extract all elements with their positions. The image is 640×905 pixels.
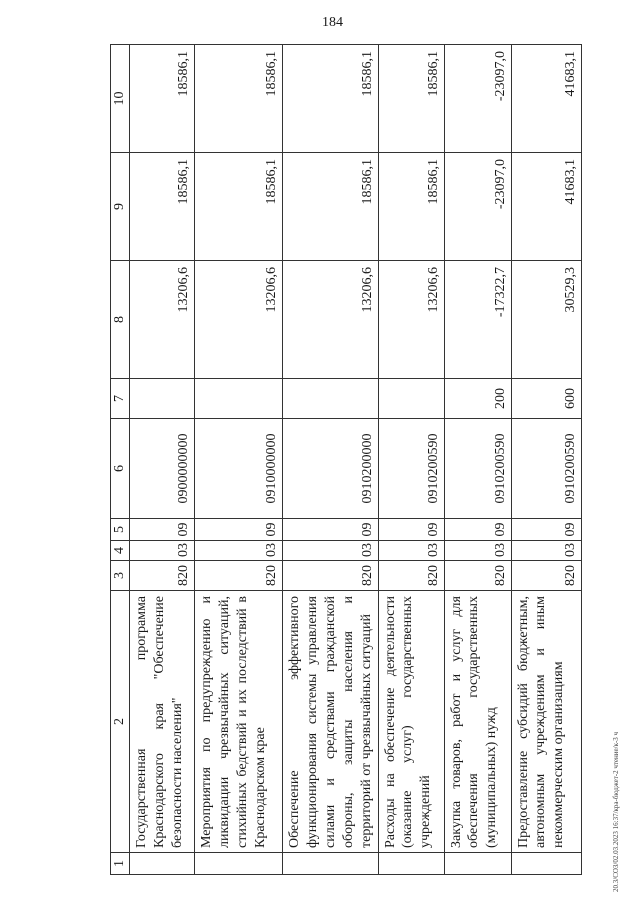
cell-amount: 18586,1 — [378, 153, 444, 261]
column-header: 3 — [111, 561, 130, 591]
table-row — [283, 45, 379, 875]
cell-amount: -23097,0 — [444, 45, 511, 153]
cell-ministry: 820 — [511, 561, 581, 591]
cell-name: Закупка товаров, работ и услуг для обеспечения государственных (муниципальных) нужд — [444, 591, 511, 853]
cell-expense-type — [195, 379, 283, 419]
cell-subsection: 09 — [130, 519, 195, 541]
cell-amount: 18586,1 — [130, 45, 195, 153]
cell-index — [195, 853, 283, 875]
table-row — [511, 45, 581, 875]
cell-amount: 18586,1 — [283, 45, 379, 153]
cell-expense-type — [130, 379, 195, 419]
column-header: 9 — [111, 153, 130, 261]
cell-subsection: 09 — [511, 519, 581, 541]
cell-index — [378, 853, 444, 875]
cell-section: 03 — [378, 541, 444, 561]
cell-name: Государственная программа Краснодарского края "Обеспечение безопасности населения" — [130, 591, 195, 853]
cell-amount: 13206,6 — [283, 261, 379, 379]
budget-table-rotated — [110, 45, 578, 875]
cell-name: Расходы на обеспечение деятельности (оказание услуг) государственных учреждений — [378, 591, 444, 853]
cell-section: 03 — [130, 541, 195, 561]
cell-section: 03 — [444, 541, 511, 561]
column-header: 2 — [111, 591, 130, 853]
cell-expense-type — [283, 379, 379, 419]
cell-amount: -23097,0 — [444, 153, 511, 261]
cell-amount: 30529,3 — [511, 261, 581, 379]
table-row — [378, 45, 444, 875]
cell-name: Предоставление субсидий бюджетным, автономным учреждениям и иным некоммерческим организациям — [511, 591, 581, 853]
cell-target: 0910200590 — [511, 419, 581, 519]
column-header: 5 — [111, 519, 130, 541]
column-header: 4 — [111, 541, 130, 561]
cell-ministry: 820 — [378, 561, 444, 591]
cell-section: 03 — [511, 541, 581, 561]
cell-expense-type: 600 — [511, 379, 581, 419]
cell-amount: 18586,1 — [130, 153, 195, 261]
column-header: 1 — [111, 853, 130, 875]
budget-table — [110, 44, 582, 875]
cell-target: 0910200590 — [444, 419, 511, 519]
cell-amount: 18586,1 — [195, 45, 283, 153]
cell-expense-type — [378, 379, 444, 419]
cell-amount: 41683,1 — [511, 153, 581, 261]
page-number: 184 — [322, 15, 343, 30]
table-row — [444, 45, 511, 875]
cell-target: 0900000000 — [130, 419, 195, 519]
column-header: 7 — [111, 379, 130, 419]
cell-subsection: 09 — [283, 519, 379, 541]
cell-amount: 18586,1 — [195, 153, 283, 261]
cell-target: 0910200000 — [283, 419, 379, 519]
cell-subsection: 09 — [195, 519, 283, 541]
cell-ministry: 820 — [283, 561, 379, 591]
table-row — [130, 45, 195, 875]
column-header: 8 — [111, 261, 130, 379]
cell-index — [511, 853, 581, 875]
cell-index — [444, 853, 511, 875]
cell-name: Обеспечение эффективного функционирования системы управления силами и средствами гражданской обороны, защиты населения и территорий от чрезвычайных ситуаций — [283, 591, 379, 853]
side-footer: 20.3/СОЗ/02.03.2023 16:37/кра-бюджет-2 чтение/к-3 ч — [612, 731, 620, 892]
cell-section: 03 — [195, 541, 283, 561]
cell-amount: 13206,6 — [378, 261, 444, 379]
cell-section: 03 — [283, 541, 379, 561]
cell-ministry: 820 — [444, 561, 511, 591]
cell-amount: 13206,6 — [195, 261, 283, 379]
cell-amount: 13206,6 — [130, 261, 195, 379]
cell-subsection: 09 — [378, 519, 444, 541]
cell-amount: 41683,1 — [511, 45, 581, 153]
cell-index — [130, 853, 195, 875]
cell-name: Мероприятия по предупреждению и ликвидации чрезвычайных ситуаций, стихийных бедствий и их последствий в Краснодарском крае — [195, 591, 283, 853]
cell-ministry: 820 — [195, 561, 283, 591]
cell-index — [283, 853, 379, 875]
cell-target: 0910000000 — [195, 419, 283, 519]
cell-amount: -17322,7 — [444, 261, 511, 379]
cell-ministry: 820 — [130, 561, 195, 591]
column-header: 6 — [111, 419, 130, 519]
table-row — [195, 45, 283, 875]
cell-expense-type: 200 — [444, 379, 511, 419]
cell-amount: 18586,1 — [283, 153, 379, 261]
column-header: 10 — [111, 45, 130, 153]
cell-target: 0910200590 — [378, 419, 444, 519]
header-row — [111, 45, 130, 875]
cell-subsection: 09 — [444, 519, 511, 541]
cell-amount: 18586,1 — [378, 45, 444, 153]
